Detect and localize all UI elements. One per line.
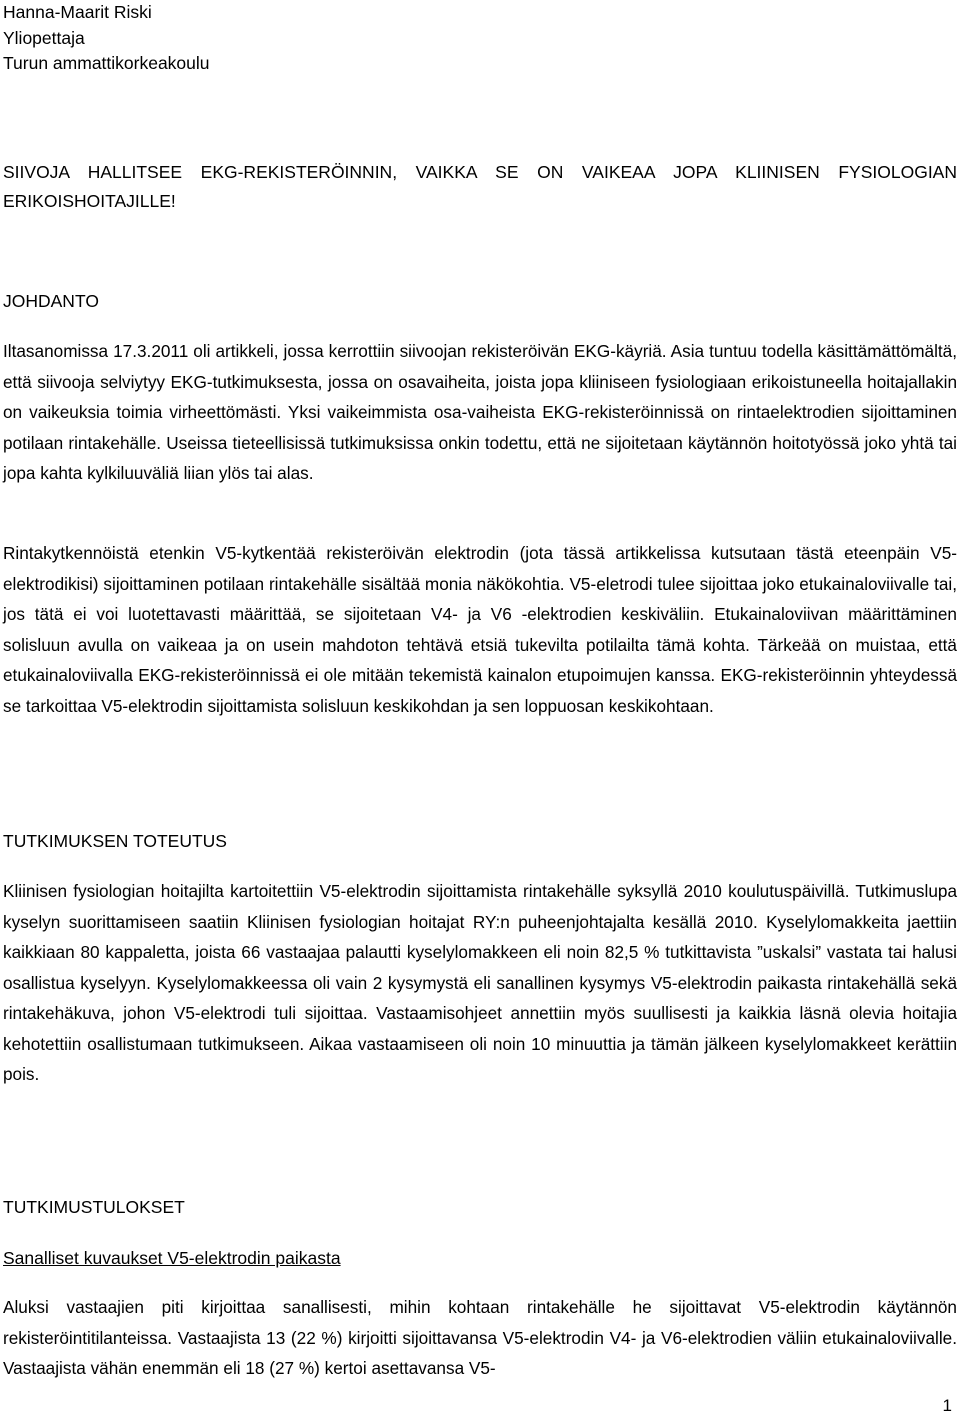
- intro-paragraph-1: Iltasanomissa 17.3.2011 oli artikkeli, jossa kerrottiin siivoojan rekisteröivän EKG-käyriä. Asia tuntuu todella käsittämättömältä, että siivooja selviytyy EKG-tutkimuksesta, jossa on osavaiheita, joista jopa kliiniseen fysiologiaan erikoistuneella hoitajallakin on vaikeuksia toimia virheettömästi. Yksi vaikeimmista osa-vaiheista EKG-rekisteröinnissä on rintaelektrodien sijoittaminen potilaan rintakehälle. Useissa tieteellisissä tutkimuksissa onkin todettu, että ne sijoitetaan käytännön hoitotyössä joko yhtä tai jopa kahta kylkiluuväliä liian ylös tai alas.: [3, 341, 957, 483]
- section-heading-method: TUTKIMUKSEN TOTEUTUS: [3, 831, 227, 851]
- article-headline: SIIVOJA HALLITSEE EKG-REKISTERÖINNIN, VAIKKA SE ON VAIKEAA JOPA KLIINISEN FYSIOLOGIAN ERIKOISHOITAJILLE!: [3, 162, 957, 211]
- method-paragraph: Kliinisen fysiologian hoitajilta kartoitettiin V5-elektrodin sijoittamista rintakehälle syksyllä 2010 koulutuspäivillä. Tutkimuslupa kyselyn suorittamiseen saatiin Kliinisen fysiologian hoitajat RY:n puheenjohtajalta kesällä 2010. Kyselylomakkeita jaettiin kaikkiaan 80 kappaletta, joista 66 vastaajaa palautti kyselylomakkeen eli noin 82,5 % tutkittavista ”uskalsi” vastata tai halusi osallistua kyselyyn. Kyselylomakkeessa oli vain 2 kysymystä eli sanallinen kysymys V5-elektrodin paikasta rintakehällä sekä rintakehäkuva, johon V5-elektrodi tuli sijoittaa. Vastaamisohjeet annettiin myös suullisesti ja kaikkia läsnä olevia hoitajia kehotettiin osallistumaan tutkimukseen. Aikaa vastaamiseen oli noin 10 minuuttia ja tämän jälkeen kyselylomakkeet kerättiin pois.: [3, 881, 957, 1084]
- author-block: [3, 0, 957, 77]
- author-title: Yliopettaja: [3, 27, 85, 48]
- page-number: 1: [942, 1396, 952, 1415]
- author-name: Hanna-Maarit Riski: [3, 2, 152, 22]
- section-heading-intro: JOHDANTO: [3, 291, 99, 311]
- intro-paragraph-2: Rintakytkennöistä etenkin V5-kytkentää rekisteröivän elektrodin (jota tässä artikkelissa kutsutaan tästä eteenpäin V5-elektrodikisi) sijoittaminen potilaan rintakehälle sisältää monia näkökohtia. V5-eletrodi tulee sijoittaa joko etukainaloviivalle tai, jos tätä ei voi luotettavasti määrittää, se sijoitetaan V4- ja V6 -elektrodien keskiväliin. Etukainaloviivan määrittäminen solisluun avulla on vaikeaa ja on usein mahdoton tehtävä etsiä tukevilta potilailta tämä kohta. Tärkeää on muistaa, että etukainaloviivalla EKG-rekisteröinnissä ei ole mitään tekemistä kainalon etupoimujen kanssa. EKG-rekisteröinnin yhteydessä se tarkoittaa V5-elektrodin sijoittamista solisluun keskikohdan ja sen loppuosan keskikohtaan.: [3, 543, 957, 716]
- results-paragraph: Aluksi vastaajien piti kirjoittaa sanallisesti, mihin kohtaan rintakehälle he sijoittavat V5-elektrodin käytännön rekisteröintitilanteissa. Vastaajista 13 (22 %) kirjoitti sijoittavansa V5-elektrodin V4- ja V6-elektrodien väliin etukainaloviivalle. Vastaajista vähän enemmän eli 18 (27 %) kertoi asettavansa V5-: [3, 1297, 957, 1378]
- author-organization: Turun ammattikorkeakoulu: [3, 53, 210, 73]
- document-page: [3, 0, 957, 1378]
- results-subheading: Sanalliset kuvaukset V5-elektrodin paikasta: [3, 1248, 341, 1268]
- section-heading-results: TUTKIMUSTULOKSET: [3, 1197, 185, 1217]
